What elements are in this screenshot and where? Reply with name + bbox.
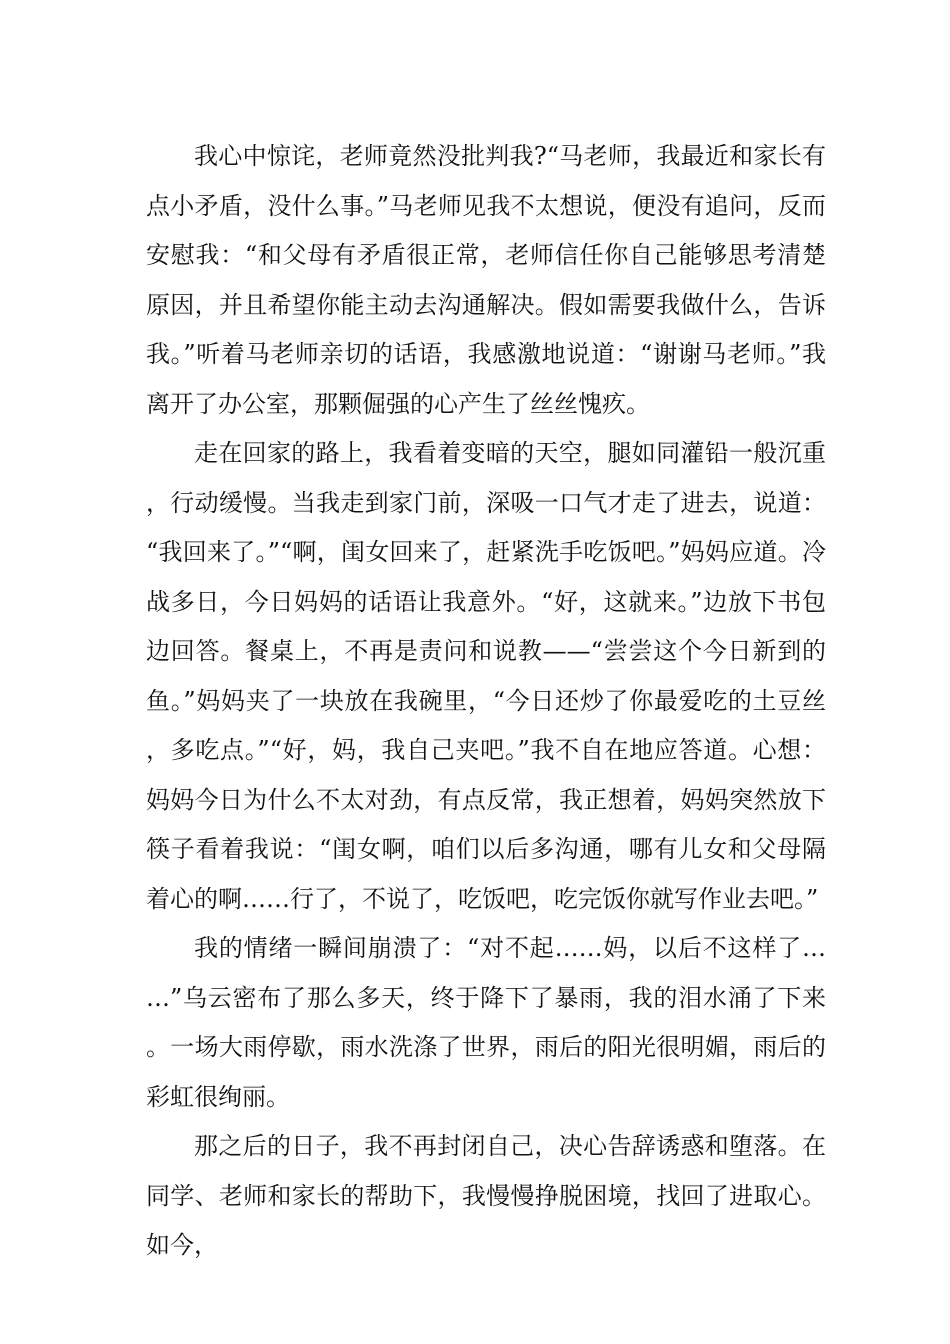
paragraph-3: 我的情绪一瞬间崩溃了：“对不起……妈，以后不这样了……”乌云密布了那么多天，终于降下了暴雨，我的泪水涌了下来。一场大雨停歇，雨水洗涤了世界，雨后的阳光很明媚，雨后的彩虹很绚丽。	[146, 934, 826, 1111]
paragraph-4: 那之后的日子，我不再封闭自己，决心告辞诱惑和堕落。在同学、老师和家长的帮助下，我慢慢挣脱困境，找回了进取心。如今，	[146, 1132, 826, 1259]
paragraph-1: 我心中惊诧，老师竟然没批判我?“马老师，我最近和家长有点小矛盾，没什么事。”马老师见我不太想说，便没有追问，反而安慰我：“和父母有矛盾很正常，老师信任你自己能够思考清楚原因，并且希望你能主动去沟通解决。假如需要我做什么，告诉我。”听着马老师亲切的话语，我感激地说道：“谢谢马老师。”我离开了办公室，那颗倔强的心产生了丝丝愧疚。	[146, 142, 826, 418]
paragraph-2: 走在回家的路上，我看着变暗的天空，腿如同灌铅一般沉重，行动缓慢。当我走到家门前，深吸一口气才走了进去，说道：“我回来了。”“啊，闺女回来了，赶紧洗手吃饭吧。”妈妈应道。冷战多日，今日妈妈的话语让我意外。“好，这就来。”边放下书包边回答。餐桌上，不再是责问和说教——“尝尝这个今日新到的鱼。”妈妈夹了一块放在我碗里，“今日还炒了你最爱吃的土豆丝，多吃点。”“好，妈，我自己夹吧。”我不自在地应答道。心想：妈妈今日为什么不太对劲，有点反常，我正想着，妈妈突然放下筷子看着我说：“闺女啊，咱们以后多沟通，哪有儿女和父母隔着心的啊……行了，不说了，吃饭吧，吃完饭你就写作业去吧。”	[146, 439, 826, 913]
document-body	[146, 132, 826, 1271]
